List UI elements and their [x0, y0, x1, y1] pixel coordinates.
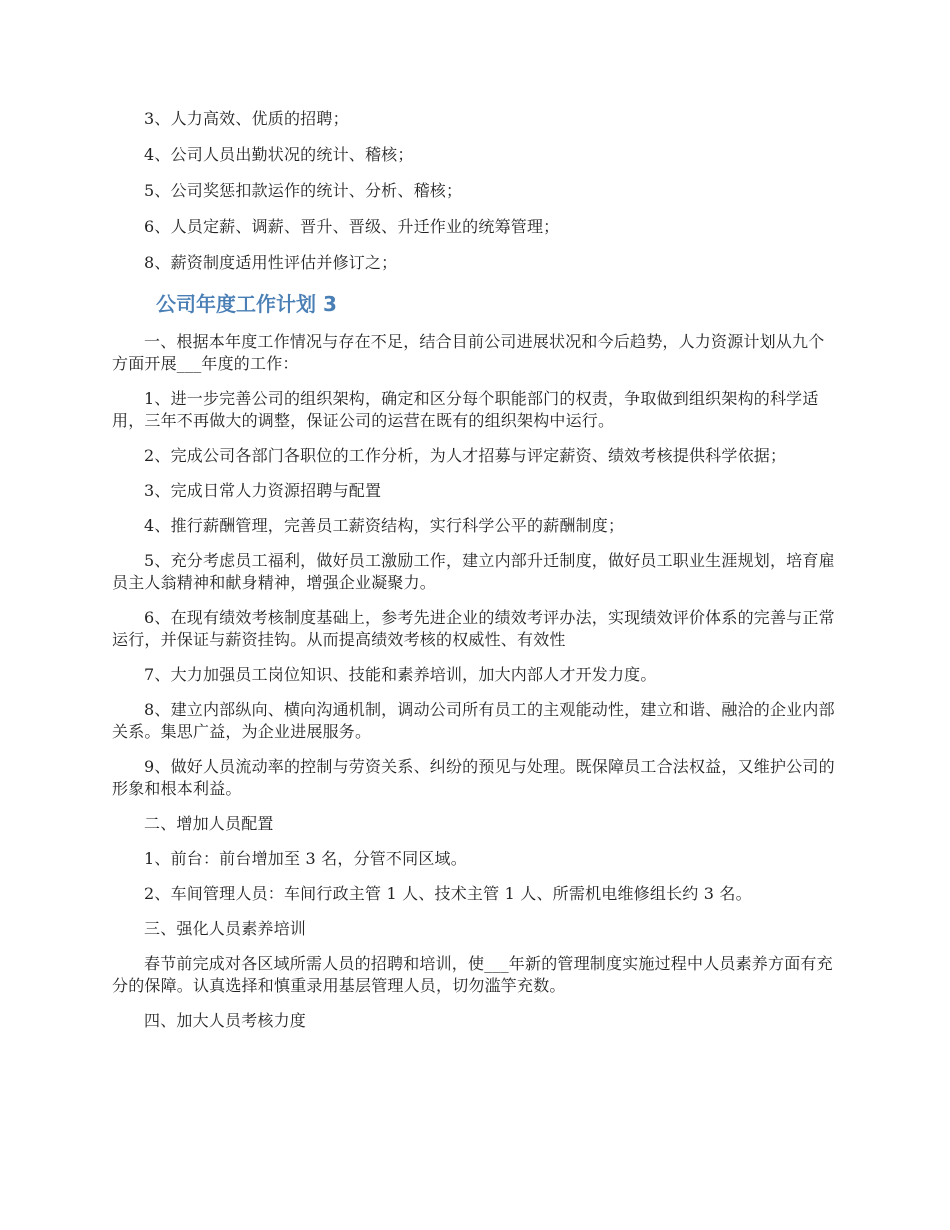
paragraph-intro: 一、根据本年度工作情况与存在不足，结合目前公司进展状况和今后趋势，人力资源计划从九个方面开展___年度的工作：	[112, 332, 825, 373]
paragraph-item: 1、进一步完善公司的组织架构，确定和区分每个职能部门的权责，争取做到组织架构的科学适用，三年不再做大的调整，保证公司的运营在既有的组织架构中运行。	[112, 389, 819, 430]
paragraph-item: 8、建立内部纵向、横向沟通机制，调动公司所有员工的主观能动性，建立和谐、融洽的企业内部关系。集思广益，为企业进展服务。	[112, 700, 835, 741]
list-item: 8、薪资制度适用性评估并修订之；	[144, 253, 398, 272]
subsection-heading: 四、加大人员考核力度	[144, 1011, 307, 1030]
paragraph-item: 2、完成公司各部门各职位的工作分析，为人才招募与评定薪资、绩效考核提供科学依据；	[144, 446, 787, 465]
paragraph-item: 9、做好人员流动率的控制与劳资关系、纠纷的预见与处理。既保障员工合法权益，又维护公司的形象和根本利益。	[112, 757, 835, 798]
section-title: 公司年度工作计划 3	[156, 292, 337, 316]
paragraph-item: 1、前台：前台增加至 3 名，分管不同区域。	[144, 849, 467, 868]
subsection-heading: 三、强化人员素养培训	[144, 919, 307, 938]
paragraph-item: 2、车间管理人员：车间行政主管 1 人、技术主管 1 人、所需机电维修组长约 3 名。	[144, 884, 752, 903]
paragraph-item: 3、完成日常人力资源招聘与配置	[144, 481, 382, 500]
list-item: 4、公司人员出勤状况的统计、稽核；	[144, 145, 414, 164]
document-page	[112, 108, 840, 1045]
list-item: 5、公司奖惩扣款运作的统计、分析、稽核；	[144, 181, 463, 200]
list-item: 3、人力高效、优质的招聘；	[144, 109, 349, 128]
subsection-heading: 二、增加人员配置	[144, 814, 274, 833]
paragraph-item: 4、推行薪酬管理，完善员工薪资结构，实行科学公平的薪酬制度；	[144, 516, 625, 535]
paragraph-item: 春节前完成对各区域所需人员的招聘和培训，使___年新的管理制度实施过程中人员素养方面有充分的保障。认真选择和慎重录用基层管理人员，切勿滥竽充数。	[112, 954, 833, 995]
list-item: 6、人员定薪、调薪、晋升、晋级、升迁作业的统筹管理；	[144, 217, 560, 236]
paragraph-item: 5、充分考虑员工福利，做好员工激励工作，建立内部升迁制度，做好员工职业生涯规划，培育雇员主人翁精神和献身精神，增强企业凝聚力。	[112, 551, 835, 592]
paragraph-item: 6、在现有绩效考核制度基础上，参考先进企业的绩效考评办法，实现绩效评价体系的完善与正常运行，并保证与薪资挂钩。从而提高绩效考核的权威性、有效性	[112, 608, 835, 649]
paragraph-item: 7、大力加强员工岗位知识、技能和素养培训，加大内部人才开发力度。	[144, 665, 657, 684]
